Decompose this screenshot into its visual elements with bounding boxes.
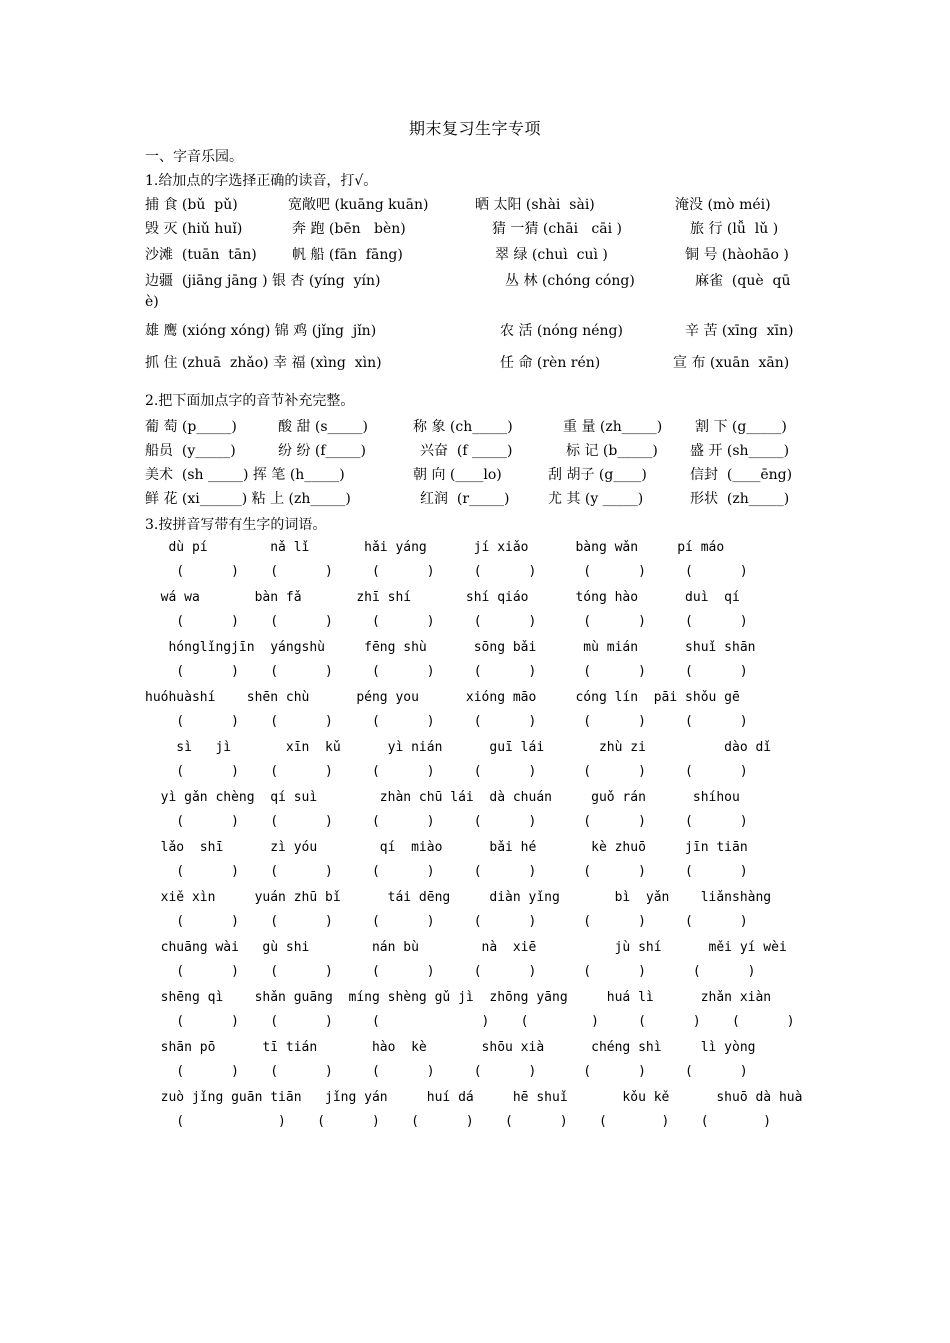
q2-item: 割 下 (g_____) <box>695 419 787 435</box>
q1-item: 毁 灭 (hiǔ huǐ) <box>145 221 243 237</box>
answer-blank-row[interactable]: ( ) ( ) ( ) ( ) ( ) ( ) <box>145 1014 795 1029</box>
q1-item: 铜 号 (hàohāo ) <box>685 247 789 263</box>
q2-item: 刮 胡子 (g____) <box>548 467 647 483</box>
answer-blank-row[interactable]: ( ) ( ) ( ) ( ) ( ) ( ) <box>145 964 756 979</box>
q1-item: 宽敞吧 (kuāng kuān) <box>288 197 429 213</box>
answer-blank-row[interactable]: ( ) ( ) ( ) ( ) ( ) ( ) <box>145 714 748 729</box>
question-3-heading: 3.按拼音写带有生字的词语。 <box>145 517 327 533</box>
q2-item: 称 象 (ch_____) <box>413 419 513 435</box>
q2-item: 纷 纷 (f_____) <box>278 443 367 459</box>
q2-item: 朝 向 (____lo) <box>413 467 502 483</box>
answer-blank-row[interactable]: ( ) ( ) ( ) ( ) ( ) ( ) <box>145 1064 748 1079</box>
q1-item: 猜 一猜 (chāi cāi ) <box>492 221 622 237</box>
question-1-heading: 1.给加点的字选择正确的读音，打√。 <box>145 173 378 189</box>
q1-item: 辛 苦 (xīng xīn) <box>685 323 794 339</box>
q1-item: è) <box>145 294 159 310</box>
answer-blank-row[interactable]: ( ) ( ) ( ) ( ) ( ) ( ) <box>145 864 748 879</box>
answer-blank-row[interactable]: ( ) ( ) ( ) ( ) ( ) ( ) <box>145 914 748 929</box>
q1-item: 雄 鹰 (xióng xóng) 锦 鸡 (jǐng jǐn) <box>145 323 377 339</box>
q1-item: 抓 住 (zhuā zhǎo) 幸 福 (xìng xìn) <box>145 355 382 371</box>
answer-blank-row[interactable]: ( ) ( ) ( ) ( ) ( ) ( ) <box>145 614 748 629</box>
pinyin-row: dù pí nǎ lǐ hǎi yáng jí xiǎo bàng wǎn pí máo <box>145 540 725 555</box>
q2-item: 形状 (zh_____) <box>690 491 790 507</box>
q2-item: 标 记 (b_____) <box>566 443 658 459</box>
q1-item: 丛 林 (chóng cóng) <box>505 273 635 289</box>
q1-item: 沙滩 (tuān tān) <box>145 247 257 263</box>
answer-blank-row[interactable]: ( ) ( ) ( ) ( ) ( ) ( ) <box>145 814 748 829</box>
pinyin-row: shān pō tī tián hào kè shōu xià chéng shì lì yòng <box>145 1040 756 1055</box>
q2-item: 重 量 (zh_____) <box>563 419 663 435</box>
page-title: 期末复习生字专项 <box>408 119 541 138</box>
q1-item: 奔 跑 (bēn bèn) <box>292 221 406 237</box>
pinyin-row: lǎo shī zì yóu qí miào bǎi hé kè zhuō jīn tiān <box>145 840 748 855</box>
q2-item: 尤 其 (y _____) <box>548 491 644 507</box>
q2-item: 信封 (____ēng) <box>690 467 793 483</box>
q1-item: 宣 布 (xuān xān) <box>673 355 790 371</box>
pinyin-row: huóhuàshí shēn chù péng you xióng māo cóng lín pāi shǒu gē <box>145 690 740 705</box>
q1-item: 晒 太阳 (shài sài) <box>475 197 595 213</box>
q1-item: 农 活 (nóng néng) <box>500 323 623 339</box>
pinyin-row: zuò jǐng guān tiān jǐng yán huí dá hē shuǐ kǒu kě shuō dà huà <box>145 1090 803 1105</box>
answer-blank-row[interactable]: ( ) ( ) ( ) ( ) ( ) ( ) <box>145 564 748 579</box>
pinyin-row: yì gǎn chèng qí suì zhàn chū lái dà chuán guǒ rán shíhou <box>145 790 740 805</box>
q2-item: 船员 (y_____) <box>145 443 236 459</box>
pinyin-row: hónglǐngjīn yángshù fēng shù sōng bǎi mù mián shuǐ shān <box>145 640 756 655</box>
q1-item: 旅 行 (lǚ lǔ ) <box>690 221 779 237</box>
answer-blank-row[interactable]: ( ) ( ) ( ) ( ) ( ) ( ) <box>145 664 748 679</box>
answer-blank-row[interactable]: ( ) ( ) ( ) ( ) ( ) ( ) <box>145 764 748 779</box>
pinyin-row: shēng qì shǎn guāng míng shèng gǔ jì zhōng yāng huá lì zhǎn xiàn <box>145 990 772 1005</box>
q2-item: 葡 萄 (p_____) <box>145 419 237 435</box>
pinyin-row: xiě xìn yuán zhū bǐ tái dēng diàn yǐng bì yǎn liǎnshàng <box>145 890 772 905</box>
q2-item: 鲜 花 (xi______) 粘 上 (zh_____) <box>145 491 351 507</box>
answer-blank-row[interactable]: ( ) ( ) ( ) ( ) ( ) ( ) <box>145 1114 772 1129</box>
q2-item: 酸 甜 (s_____) <box>278 419 369 435</box>
q1-item: 翠 绿 (chuì cuì ) <box>495 247 608 263</box>
q2-item: 美术 (sh _____) 挥 笔 (h_____) <box>145 467 345 483</box>
q1-item: 任 命 (rèn rén) <box>500 355 601 371</box>
q1-item: 麻雀 (què qū <box>695 273 791 289</box>
q2-item: 盛 开 (sh_____) <box>690 443 790 459</box>
q1-item: 淹没 (mò méi) <box>675 197 771 213</box>
question-2-heading: 2.把下面加点字的音节补充完整。 <box>145 393 355 409</box>
q1-item: 帆 船 (fān fāng) <box>292 247 403 263</box>
pinyin-row: sì jì xīn kǔ yì nián guī lái zhù zi dào dǐ <box>145 740 772 755</box>
q1-item: 捕 食 (bǔ pǔ) <box>145 197 238 213</box>
q1-item: 边疆 (jiāng jāng ) 银 杏 (yíng yín) <box>145 273 381 289</box>
q2-item: 红润 (r_____) <box>420 491 510 507</box>
q2-item: 兴奋 (f _____) <box>420 443 513 459</box>
section-heading: 一、字音乐园。 <box>145 149 243 165</box>
pinyin-row: wá wa bàn fǎ zhī shí shí qiáo tóng hào duì qí <box>145 590 740 605</box>
pinyin-row: chuāng wài gù shi nán bù nà xiē jù shí měi yí wèi <box>145 940 787 955</box>
